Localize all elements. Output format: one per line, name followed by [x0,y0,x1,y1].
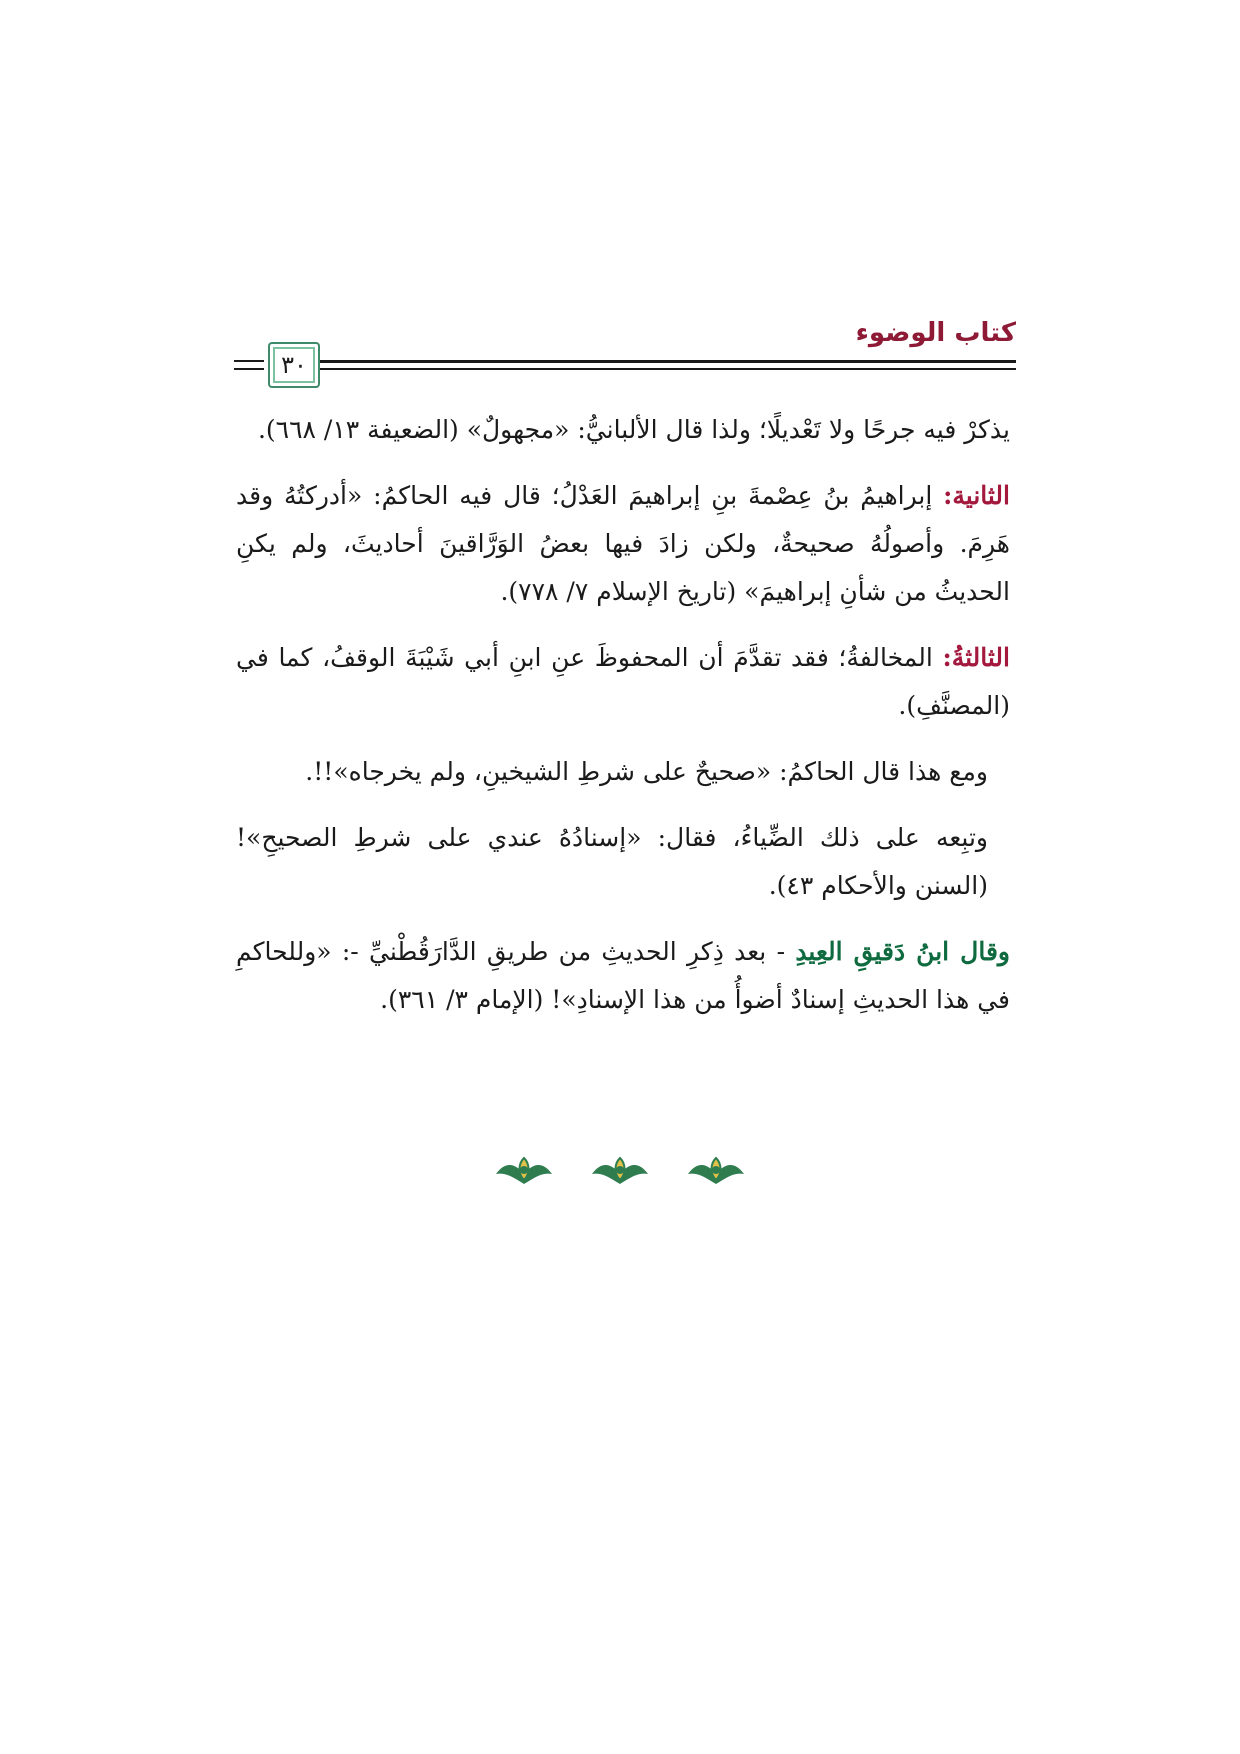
page-number-frame [268,342,320,388]
paragraph-text: يذكرْ فيه جرحًا ولا تَعْديلًا؛ ولذا قال الألبانيُّ: «مجهولٌ» (الضعيفة ١٣/ ٦٦٨). [257,415,1010,444]
paragraph-lead: الثانية: [943,481,1010,510]
section-end-ornaments [0,1154,1240,1194]
paragraph-lead: وقال ابنُ دَقيقِ العِيدِ [795,937,1010,966]
paragraph-lead: الثالثةُ: [942,643,1010,672]
page-body [236,406,1010,1042]
ornament-icon [494,1154,554,1192]
paragraph [236,814,1010,910]
paragraph-text: المخالفةُ؛ فقد تقدَّمَ أن المحفوظَ عنِ ابنِ أبي شَيْبَةَ الوقفُ، كما في (المصنَّفِ). [236,643,1010,720]
book-title: كتاب الوضوء [855,318,1016,348]
paragraph [236,634,1010,730]
header-rule-left [234,360,264,362]
page-number: ٣٠ [281,351,307,379]
paragraph [236,472,1010,616]
header-rule [318,368,1016,370]
ornament-icon [590,1154,650,1192]
ornament-icon [686,1154,746,1192]
paragraph [236,406,1010,454]
paragraph [236,748,1010,796]
paragraph-text: ومع هذا قال الحاكمُ: «صحيحٌ على شرطِ الشيخينِ، ولم يخرجاه»!!. [305,757,988,786]
paragraph-text: إبراهيمُ بنُ عِصْمةَ بنِ إبراهيمَ العَدْلُ؛ قال فيه الحاكمُ: «أدركتُهُ وقد هَرِمَ. وأصولُهُ صحيحةٌ، ولكن زادَ فيها بعضُ الوَرَّاقينَ أحاديثَ، ولم يكنِ الحديثُ من شأنِ إبراهيمَ» (تاريخ الإسلام ٧/ ٧٧٨). [236,481,1010,606]
page-header [234,318,1016,386]
paragraph-text: - بعد ذِكرِ الحديثِ من طريقِ الدَّارَقُطْنيِّ -: «وللحاكمِ في هذا الحديثِ إسنادٌ أضوأُ من هذا الإسنادِ»! (الإمام ٣/ ٣٦١). [236,937,1010,1014]
paragraph-text: وتبِعه على ذلك الضِّياءُ، فقال: «إسنادُهُ عندي على شرطِ الصحيحِ»! (السنن والأحكام ٤٣). [236,823,988,900]
header-rule [318,360,1016,363]
header-rule-left [234,368,264,370]
paragraph [236,928,1010,1024]
